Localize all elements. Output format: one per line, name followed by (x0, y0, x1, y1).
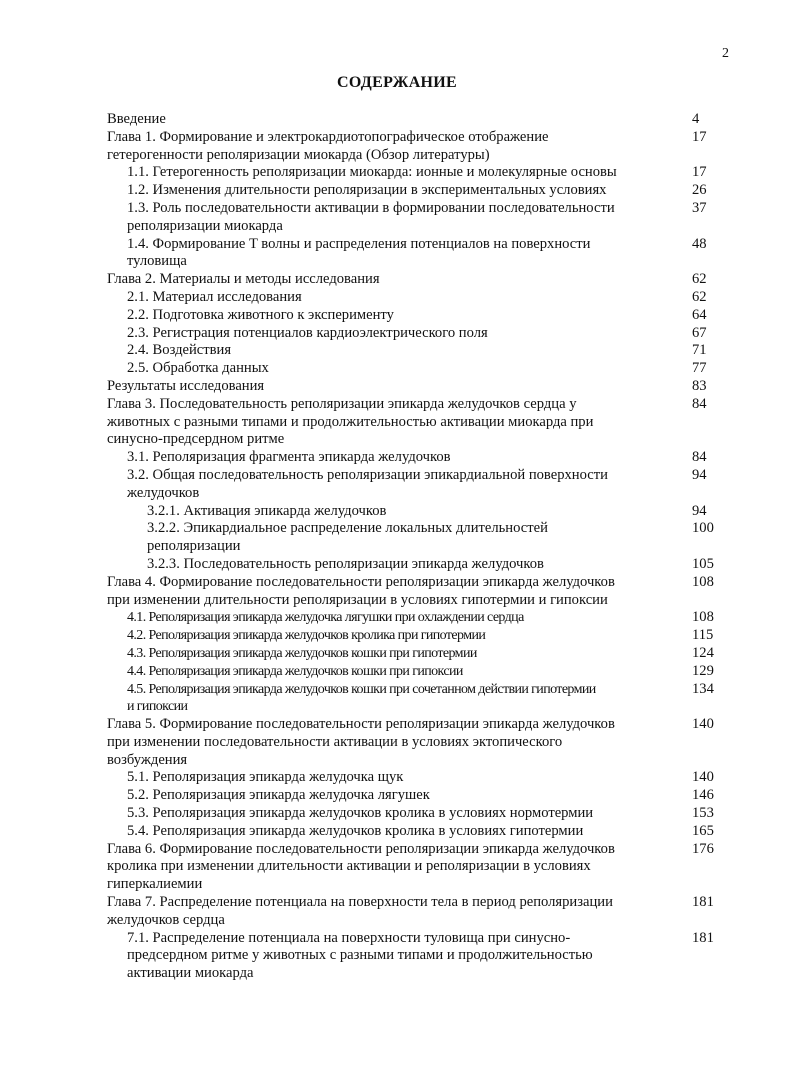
toc-entry-page: 181 (692, 894, 714, 911)
toc-entry-page: 4 (692, 111, 700, 127)
toc-entry (107, 681, 727, 717)
toc-entry-title: Глава 3. Последовательность реполяризации эпикарда желудочков сердца у (107, 395, 577, 412)
toc-entry-page: 84 (692, 449, 707, 466)
toc-entry-title: Глава 2. Материалы и методы исследования (107, 271, 380, 288)
toc-entry-title: предсердном ритме у животных с разными типами и продолжительностью (127, 947, 593, 964)
toc-entry (107, 111, 727, 129)
toc-entry-title: реполяризации миокарда (127, 217, 283, 234)
toc-entry-title: Глава 5. Формирование последовательности реполяризации эпикарда желудочков (107, 716, 615, 733)
toc-entry-page: 17 (692, 164, 707, 181)
toc-entry-page: 100 (692, 520, 714, 537)
toc-entry-page: 108 (692, 609, 714, 626)
toc-entry-page: 37 (692, 199, 707, 216)
toc-entry-title: 2.3. Регистрация потенциалов кардиоэлектрического поля (127, 324, 488, 341)
toc-entry-title: синусно-предсердном ритме (107, 431, 285, 448)
toc-entry-page: 83 (692, 377, 707, 394)
toc-entry (107, 289, 727, 307)
toc-entry (107, 449, 727, 467)
toc-entry (107, 841, 727, 894)
toc-entry-title: при изменении последовательности активации в условиях эктопического (107, 733, 563, 750)
toc-entry-page: 26 (692, 182, 707, 199)
page-title: СОДЕРЖАНИЕ (336, 74, 458, 91)
toc-entry-title: возбуждения (107, 751, 188, 768)
toc-entry (107, 182, 727, 200)
toc-entry (107, 609, 727, 627)
toc-entry-page: 140 (692, 769, 714, 786)
toc-entry-title: кролика при изменении длительности активации и реполяризации в условиях (107, 858, 591, 875)
toc-entry-title: Глава 7. Распределение потенциала на поверхности тела в период реполяризации (107, 894, 613, 911)
toc-entry-title: Глава 6. Формирование последовательности реполяризации эпикарда желудочков (107, 840, 615, 857)
toc-entry (107, 930, 727, 983)
toc-entry-title: 1.4. Формирование T волны и распределения потенциалов на поверхности (127, 235, 591, 252)
toc-entry-title: 1.3. Роль последовательности активации в формировании последовательности (127, 199, 615, 216)
toc-entry-page: 64 (692, 306, 707, 323)
toc-entry-title: 5.4. Реполяризация эпикарда желудочков кролика в условиях гипотермии (127, 822, 584, 839)
toc-entry-page: 94 (692, 502, 707, 519)
toc-entry (107, 396, 727, 449)
toc-entry (107, 164, 727, 182)
toc-entry-title: Глава 1. Формирование и электрокардиотопографическое отображение (107, 128, 549, 145)
toc-entry-title: 1.1. Гетерогенность реполяризации миокарда: ионные и молекулярные основы (127, 164, 617, 181)
toc-entry (107, 769, 727, 787)
toc-entry-title: 2.2. Подготовка животного к эксперименту (127, 306, 394, 323)
toc-entry (107, 271, 727, 289)
toc-entry (107, 627, 727, 645)
toc-entry (107, 645, 727, 663)
toc-entry-title: 2.5. Обработка данных (127, 360, 269, 377)
toc-entry-title: при изменении длительности реполяризации в условиях гипотермии и гипоксии (107, 591, 608, 608)
toc-entry (107, 325, 727, 343)
toc-entry-page: 108 (692, 573, 714, 590)
toc-entry (107, 307, 727, 325)
toc-entry (107, 574, 727, 610)
toc-entry (107, 787, 727, 805)
toc-entry (107, 716, 727, 769)
toc-entry-title: 4.1. Реполяризация эпикарда желудочка лягушки при охлаждении сердца (127, 610, 524, 626)
toc-entry (107, 378, 727, 396)
toc-entry-page: 153 (692, 805, 714, 822)
toc-entry-page: 77 (692, 360, 707, 377)
toc-entry-page: 17 (692, 128, 707, 145)
toc-entry-title: 5.2. Реполяризация эпикарда желудочка лягушек (127, 787, 430, 804)
toc-entry (107, 236, 727, 272)
toc-entry-page: 181 (692, 929, 714, 946)
toc-entry-title: желудочков (127, 484, 200, 501)
toc-entry-title: 4.2. Реполяризация эпикарда желудочков кролика при гипотермии (127, 628, 486, 644)
toc-entry-page: 129 (692, 662, 714, 679)
toc-entry (107, 663, 727, 681)
page-number: 2 (722, 46, 729, 61)
toc-entry (107, 556, 727, 574)
toc-entry-title: Введение (107, 111, 166, 127)
toc-entry-title: 3.2. Общая последовательность реполяризации эпикардиальной поверхности (127, 466, 608, 483)
toc-entry-page: 134 (692, 680, 714, 697)
toc-entry-page: 105 (692, 555, 714, 572)
toc-entry-page: 62 (692, 271, 707, 288)
toc-entry-title: 3.2.2. Эпикардиальное распределение локальных длительностей (147, 520, 548, 537)
toc-entry-title: 4.3. Реполяризация эпикарда желудочков кошки при гипотермии (127, 645, 477, 661)
toc-entry (107, 520, 727, 556)
table-of-contents (107, 111, 727, 983)
toc-entry-title: 1.2. Изменения длительности реполяризации в экспериментальных условиях (127, 182, 607, 199)
toc-entry (107, 503, 727, 521)
toc-entry-title: 2.4. Воздействия (127, 342, 232, 359)
toc-entry-title: Результаты исследования (107, 377, 265, 394)
toc-entry (107, 805, 727, 823)
toc-entry-title: туловища (127, 253, 187, 270)
toc-entry-title: и гипоксии (127, 699, 188, 715)
toc-entry-title: 4.5. Реполяризация эпикарда желудочков кошки при сочетанном действии гипотермии (127, 681, 596, 697)
toc-entry-title: 3.1. Реполяризация фрагмента эпикарда желудочков (127, 449, 451, 466)
toc-entry-title: 4.4. Реполяризация эпикарда желудочков кошки при гипоксии (127, 663, 463, 679)
toc-entry-title: 5.1. Реполяризация эпикарда желудочка щук (127, 769, 404, 786)
toc-entry-page: 62 (692, 288, 707, 305)
toc-entry-page: 140 (692, 716, 714, 733)
toc-entry (107, 200, 727, 236)
toc-entry-title: желудочков сердца (107, 911, 225, 928)
toc-entry (107, 823, 727, 841)
toc-entry-page: 94 (692, 466, 707, 483)
toc-entry-page: 48 (692, 235, 707, 252)
toc-entry-page: 84 (692, 395, 707, 412)
toc-entry-page: 71 (692, 342, 707, 359)
toc-entry-page: 124 (692, 644, 714, 661)
toc-entry-page: 176 (692, 840, 714, 857)
toc-entry-page: 115 (692, 627, 714, 644)
toc-entry-title: Глава 4. Формирование последовательности реполяризации эпикарда желудочков (107, 573, 615, 590)
toc-entry-title: 3.2.1. Активация эпикарда желудочков (147, 502, 387, 519)
toc-entry-title: 2.1. Материал исследования (127, 288, 302, 305)
toc-entry (107, 467, 727, 503)
toc-entry-title: 7.1. Распределение потенциала на поверхности туловища при синусно- (127, 929, 571, 946)
toc-entry-title: 5.3. Реполяризация эпикарда желудочков кролика в условиях нормотермии (127, 805, 594, 822)
toc-entry-page: 146 (692, 787, 714, 804)
toc-entry-title: животных с разными типами и продолжительностью активации миокарда при (107, 413, 594, 430)
toc-entry-title: гетерогенности реполяризации миокарда (Обзор литературы) (107, 146, 490, 163)
toc-entry-page: 165 (692, 822, 714, 839)
toc-entry (107, 894, 727, 930)
toc-entry (107, 360, 727, 378)
toc-entry-title: активации миокарда (127, 965, 254, 982)
toc-entry-title: 3.2.3. Последовательность реполяризации эпикарда желудочков (147, 555, 544, 572)
toc-entry (107, 129, 727, 165)
toc-entry-page: 67 (692, 324, 707, 341)
toc-entry-title: гиперкалиемии (107, 876, 203, 893)
toc-entry-title: реполяризации (147, 538, 241, 555)
toc-entry (107, 342, 727, 360)
